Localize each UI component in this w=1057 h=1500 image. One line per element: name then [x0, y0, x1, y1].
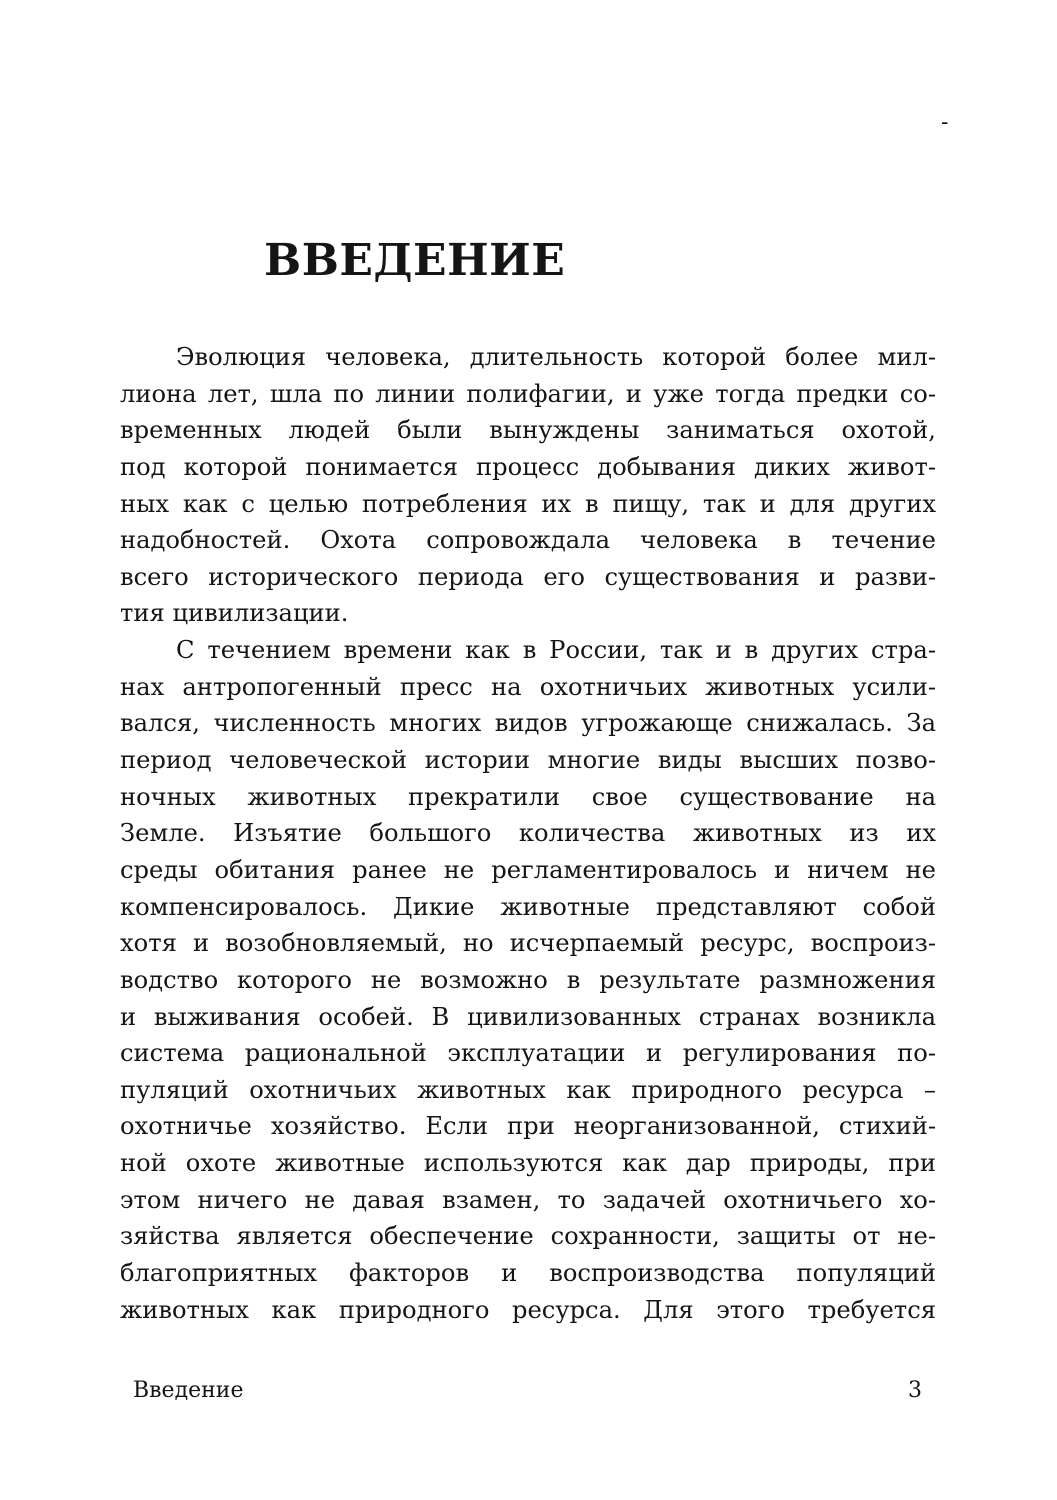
text-line: охотничье хозяйство. Если при неорганизованной, стихий- — [120, 1112, 936, 1141]
text-line: лиона лет, шла по линии полифагии, и уже тогда предки со- — [120, 379, 936, 408]
text-line: тия цивилизации. — [120, 599, 349, 628]
corner-mark: - — [941, 110, 949, 135]
text-line: ной охоте животные используются как дар природы, при — [120, 1149, 936, 1178]
text-line: надобностей. Охота сопровождала человека в течение — [120, 526, 936, 555]
text-line: хотя и возобновляемый, но исчерпаемый ресурс, воспроиз- — [120, 929, 936, 958]
text-line: Эволюция человека, длительность которой более мил- — [176, 343, 936, 371]
text-line: система рациональной эксплуатации и регулирования по- — [120, 1039, 936, 1068]
text-line: С течением времени как в России, так и в других стра- — [176, 636, 936, 665]
text-line: компенсировалось. Дикие животные представляют собой — [120, 892, 936, 921]
text-line: зяйства является обеспечение сохранности, защиты от не- — [120, 1222, 936, 1251]
text-line: и выживания особей. В цивилизованных странах возникла — [120, 1002, 936, 1031]
text-line: этом ничего не давая взамен, то задачей охотничьего хо- — [120, 1185, 936, 1214]
text-line: всего исторического периода его существования и разви- — [120, 562, 936, 591]
text-line: благоприятных факторов и воспроизводства популяций — [120, 1259, 936, 1288]
text-line: вался, численность многих видов угрожающе снижалась. За — [120, 709, 936, 738]
text-line: временных людей были вынуждены заниматься охотой, — [120, 416, 936, 445]
page-number: 3 — [908, 1378, 922, 1403]
text-line: среды обитания ранее не регламентировалось и ничем не — [120, 855, 936, 884]
text-line: пуляций охотничьих животных как природного ресурса – — [120, 1075, 936, 1104]
text-line: Земле. Изъятие большого количества животных из их — [120, 819, 936, 848]
text-line: животных как природного ресурса. Для этого требуется — [120, 1295, 936, 1324]
body-text — [120, 339, 936, 1328]
text-line: ночных животных прекратили свое существование на — [120, 782, 936, 811]
text-line: нах антропогенный пресс на охотничьих животных усили- — [120, 672, 936, 701]
text-line: ных как с целью потребления их в пищу, так и для других — [120, 489, 936, 518]
text-line: период человеческой истории многие виды высших позво- — [120, 746, 936, 775]
footer-section-title: Введение — [133, 1378, 244, 1403]
text-line: под которой понимается процесс добывания диких живот- — [120, 452, 936, 481]
text-line: водство которого не возможно в результате размножения — [120, 965, 936, 994]
page-title: ВВЕДЕНИЕ — [264, 235, 566, 286]
